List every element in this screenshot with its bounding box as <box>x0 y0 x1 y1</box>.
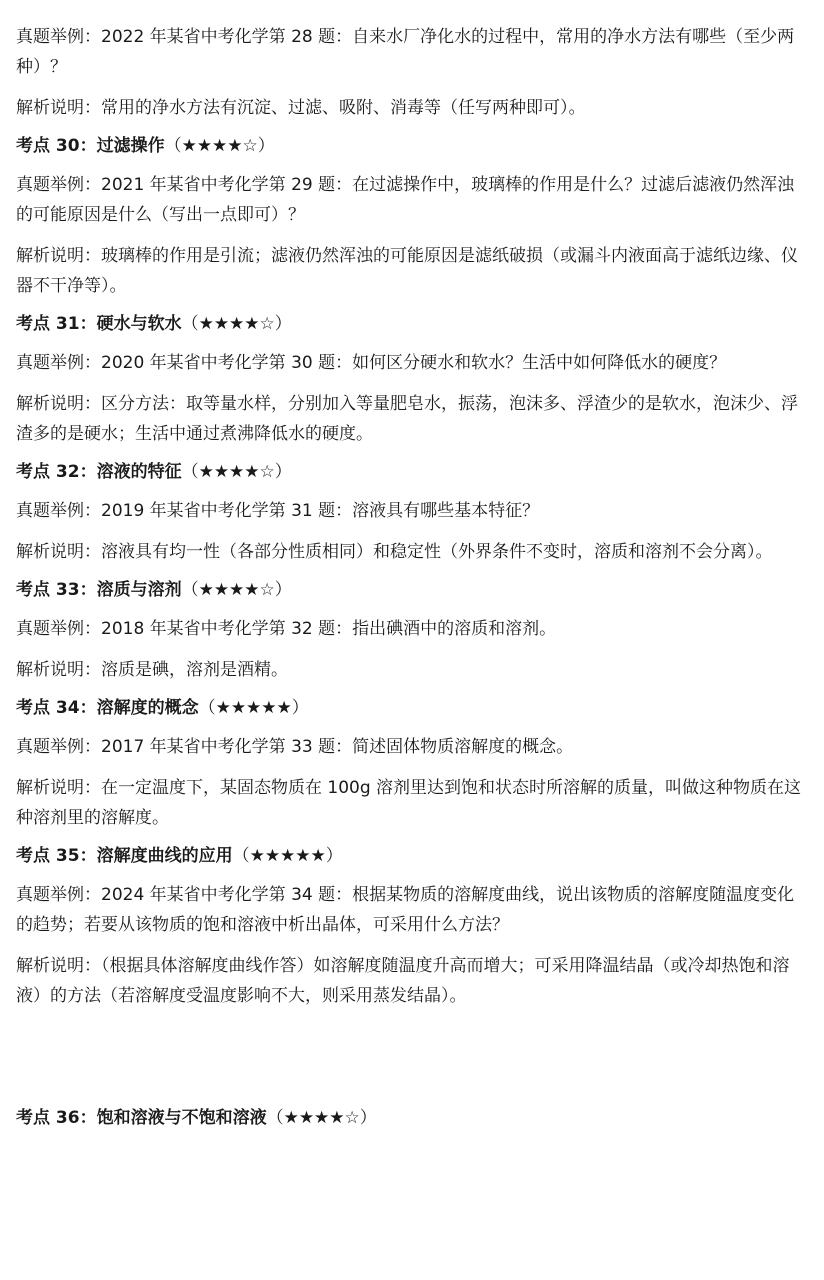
star-rating: （★★★★☆） <box>181 314 292 334</box>
section-heading <box>16 312 808 336</box>
star-rating: （★★★★☆） <box>164 136 275 156</box>
star-rating: （★★★★☆） <box>181 462 292 482</box>
section-title: 考点 30：过滤操作 <box>16 136 165 156</box>
section-title: 考点 36：饱和溶液与不饱和溶液 <box>16 1108 267 1128</box>
answer-explanation: 解析说明：玻璃棒的作用是引流；滤液仍然浑浊的可能原因是滤纸破损（或漏斗内液面高于滤纸边缘、仪器不干净等）。 <box>16 246 798 296</box>
section-34 <box>16 696 808 833</box>
section-title: 考点 33：溶质与溶剂 <box>16 580 182 600</box>
section-title: 考点 34：溶解度的概念 <box>16 698 199 718</box>
section-heading <box>16 696 808 720</box>
section-32 <box>16 460 808 567</box>
section-heading <box>16 1106 808 1130</box>
intro-block <box>16 22 808 123</box>
exam-question: 真题举例：2017 年某省中考化学第 33 题：简述固体物质溶解度的概念。 <box>16 737 574 757</box>
section-30 <box>16 134 808 301</box>
section-heading <box>16 844 808 868</box>
section-heading <box>16 134 808 158</box>
blank-spacer <box>16 1022 808 1106</box>
section-33 <box>16 578 808 685</box>
section-title: 考点 31：硬水与软水 <box>16 314 182 334</box>
exam-question: 真题举例：2020 年某省中考化学第 30 题：如何区分硬水和软水？生活中如何降低水的硬度？ <box>16 353 727 373</box>
answer-explanation: 解析说明：区分方法：取等量水样，分别加入等量肥皂水，振荡，泡沫多、浮渣少的是软水，泡沫少、浮渣多的是硬水；生活中通过煮沸降低水的硬度。 <box>16 394 798 444</box>
star-rating: （★★★★★） <box>198 698 309 718</box>
exam-question: 真题举例：2024 年某省中考化学第 34 题：根据某物质的溶解度曲线，说出该物质的溶解度随温度变化的趋势；若要从该物质的饱和溶液中析出晶体，可采用什么方法？ <box>16 885 795 935</box>
section-title: 考点 32：溶液的特征 <box>16 462 182 482</box>
answer-explanation: 解析说明：在一定温度下，某固态物质在 100g 溶剂里达到饱和状态时所溶解的质量，叫做这种物质在这种溶剂里的溶解度。 <box>16 778 802 828</box>
intro-question: 真题举例：2022 年某省中考化学第 28 题：自来水厂净化水的过程中，常用的净水方法有哪些（至少两种）？ <box>16 27 795 77</box>
exam-question: 真题举例：2018 年某省中考化学第 32 题：指出碘酒中的溶质和溶剂。 <box>16 619 557 639</box>
section-heading <box>16 460 808 484</box>
answer-explanation: 解析说明：（根据具体溶解度曲线作答）如溶解度随温度升高而增大；可采用降温结晶（或冷却热饱和溶液）的方法（若溶解度受温度影响不大，则采用蒸发结晶）。 <box>16 956 790 1006</box>
answer-explanation: 解析说明：溶质是碘，溶剂是酒精。 <box>16 660 288 680</box>
exam-question: 真题举例：2019 年某省中考化学第 31 题：溶液具有哪些基本特征？ <box>16 501 540 521</box>
answer-explanation: 解析说明：溶液具有均一性（各部分性质相同）和稳定性（外界条件不变时，溶质和溶剂不会分离）。 <box>16 542 773 562</box>
star-rating: （★★★★☆） <box>181 580 292 600</box>
section-36 <box>16 1106 808 1130</box>
intro-answer: 解析说明：常用的净水方法有沉淀、过滤、吸附、消毒等（任写两种即可）。 <box>16 98 586 118</box>
section-31 <box>16 312 808 449</box>
star-rating: （★★★★★） <box>232 846 343 866</box>
star-rating: （★★★★☆） <box>266 1108 377 1128</box>
section-heading <box>16 578 808 602</box>
exam-question: 真题举例：2021 年某省中考化学第 29 题：在过滤操作中，玻璃棒的作用是什么？过滤后滤液仍然浑浊的可能原因是什么（写出一点即可）？ <box>16 175 795 225</box>
section-35 <box>16 844 808 1011</box>
section-title: 考点 35：溶解度曲线的应用 <box>16 846 233 866</box>
